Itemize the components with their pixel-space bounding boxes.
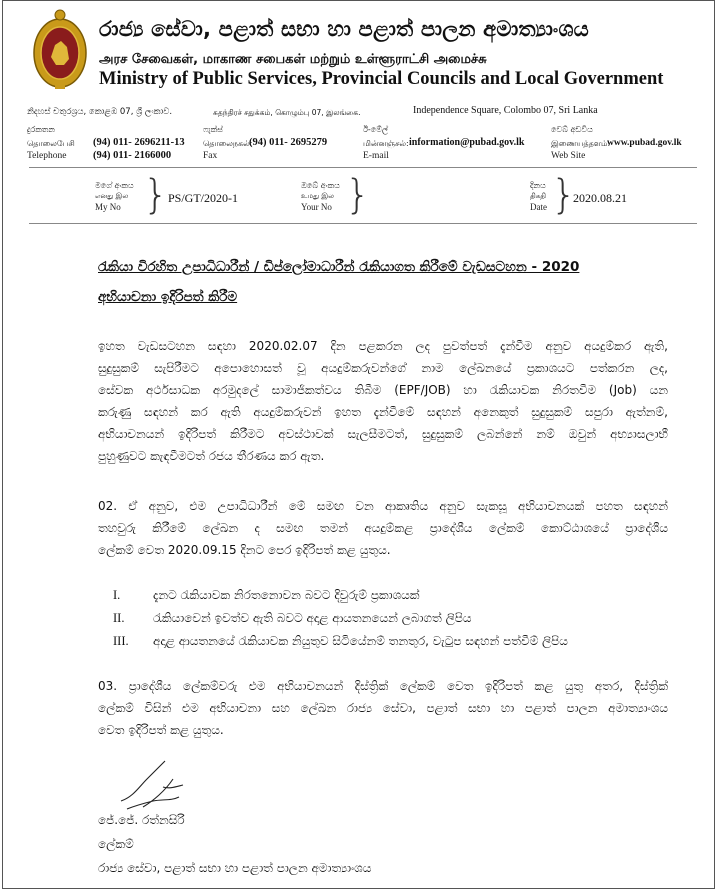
paragraph-2 bbox=[98, 495, 668, 561]
signatory-ministry: රාජ්‍ය සේවා, පළාත් සභා හා පළාත් පාලන අමාත්‍යාංශය bbox=[98, 861, 372, 875]
address-sinhala: නිදහස් චතුරශ්‍රය, කොළඹ 07, ශ්‍රී ලංකාව. bbox=[27, 107, 173, 117]
subject-line-2: අභියාචනා ඉදිරිපත් කිරීම bbox=[98, 289, 238, 305]
paragraph-1-line: සේවක අර්ථසාධක අරමුදලේ සාමාජිකත්වය තිබීම (EPF/JOB) හා රැකියාවක නිරතවීම (Job) යන bbox=[98, 383, 668, 397]
paragraph-1-line: පුහුණුවට කැඳවීමටත් රජය තීරණය කර ඇත. bbox=[98, 449, 325, 463]
paragraph-1-line: කරුණු සඳහන් කර ඇති අයදුම්කරුවන් ඉහත දැන්වීමේ සඳහන් අනෙකුත් සුදුසුකම් සපුරා ඇත්නම්, bbox=[98, 405, 668, 419]
ministry-title-tamil: அரச சேவைகள், மாகாண சபைகள் மற்றும் உள்ளூராட்சி அமைச்சு bbox=[99, 52, 487, 67]
paragraph-3-line: වෙත ඉදිරිපත් කළ යුතුය. bbox=[98, 723, 224, 737]
fax-label-tamil: தொலைநகல்: bbox=[203, 139, 253, 148]
email-label-sinhala: ඊ-මේල් bbox=[363, 125, 389, 134]
web-label-tamil: இணையத்தளம்: bbox=[551, 139, 611, 148]
paragraph-2-line: ලේකම් වෙත 2020.09.15 දිනට පෙර ඉදිරිපත් කළ යුතුය. bbox=[98, 543, 391, 557]
subject-line-1: රැකියා විරහිත උපාධිධාරීන් / ඩිප්ලෝමාධාරීන් රැකියාගත කිරීමේ වැඩසටහන - 2020 bbox=[98, 259, 580, 275]
my-no-label-sinhala: මගේ අංකය bbox=[95, 181, 134, 190]
date-label-tamil: திகதி bbox=[530, 192, 546, 200]
phone-label-tamil: தொலைபேசி bbox=[27, 139, 75, 148]
signature-scribble bbox=[113, 757, 203, 815]
email-address[interactable]: information@pubad.gov.lk bbox=[409, 137, 525, 148]
web-label-english: Web Site bbox=[551, 151, 586, 161]
letter-page bbox=[2, 0, 715, 889]
date-value: 2020.08.21 bbox=[573, 191, 627, 205]
your-no-brace: } bbox=[345, 172, 371, 218]
paragraph-1-line: අභියාචනයන් ඉදිරිපත් කිරීමට අවස්ථාවක් සැලසීමටත්, සුදුසුකම් ලබන්නේ නම් ඔවුන් අභ්‍යාසලාභී bbox=[98, 427, 668, 441]
phone-label-english: Telephone bbox=[27, 151, 67, 161]
signatory-name: ජේ.ජේ. රත්නසිරි bbox=[98, 813, 185, 827]
your-no-label-english: Your No bbox=[301, 202, 332, 212]
fax-label-sinhala: ෆැක්ස් bbox=[203, 125, 223, 134]
paragraph-3-line: ලේකම් විසින් එම අභියාචනා සහ ලේඛන රාජ්‍ය සේවා, පළාත් සභා හා පළාත් පාලන අමාත්‍යාංශය bbox=[98, 701, 668, 715]
my-no-label-english: My No bbox=[95, 202, 121, 212]
my-no-brace: } bbox=[143, 172, 169, 218]
reference-divider bbox=[29, 223, 697, 224]
paragraph-3 bbox=[98, 675, 668, 741]
list-item: අදාළ ආයතනයේ රැකියාවක නියුතුව සිටියේනම් තනතුර, වැටුප සඳහන් පත්වීම් ලිපිය bbox=[153, 634, 568, 648]
email-label-tamil: மின்னஞ்சல்: bbox=[363, 139, 409, 148]
list-item: දැනට රැකියාවක නිරතනොවන බවට දිවුරුම් ප්‍රකාශයක් bbox=[153, 588, 420, 602]
address-tamil: சுதந்திரச் சதுக்கம், கொழும்பு 07, இலங்கை. bbox=[213, 108, 361, 117]
paragraph-1-line: ඉහත වැඩසටහන සඳහා 2020.02.07 දින පළකරන ලද පුවත්පත් දැන්වීම අනුව අයදුම්කර ඇති, bbox=[98, 339, 668, 353]
phone-label-sinhala: දුරකතන bbox=[27, 125, 55, 134]
paragraph-2-line: තහවුරු කිරීමේ ලේඛන ද සමඟ තමන් අයදුම්කළ ප්‍රාදේශීය ලේකම් කොට්ඨාශයේ ප්‍රාදේශීය bbox=[98, 521, 668, 535]
paragraph-1 bbox=[98, 335, 668, 467]
date-label-sinhala: දිනය bbox=[530, 181, 546, 190]
paragraph-1-line: සුදුසුකම් සැපිරීමට අපොහොසත් වූ අයදුම්කරුවන්ගේ නාම ලේඛනයේ ප්‍රකාශයට පත්කරන ලද, bbox=[98, 361, 668, 375]
paragraph-3-line: 03. ප්‍රාදේශීය ලේකම්වරු එම අභියාචනයන් දිස්ත්‍රික් ලේකම් වෙත ඉදිරිපත් කළ යුතු අතර, දිස්ත්‍රික් bbox=[98, 679, 668, 693]
your-no-label-tamil: உமது இல bbox=[301, 192, 334, 200]
fax-label-english: Fax bbox=[203, 151, 218, 161]
my-no-value: PS/GT/2020-1 bbox=[168, 191, 239, 205]
sri-lanka-emblem-icon bbox=[31, 7, 89, 91]
ministry-title-english: Ministry of Public Services, Provincial Councils and Local Government bbox=[99, 69, 664, 89]
fax-number: (94) 011- 2695279 bbox=[249, 137, 328, 148]
list-item-number: I. bbox=[113, 588, 121, 602]
list-item: රැකියාවෙන් ඉවත්ව ඇති බවට අදාළ ආයතනයෙන් ලබාගත් ලිපිය bbox=[153, 611, 472, 625]
email-label-english: E-mail bbox=[363, 151, 389, 161]
header-divider bbox=[29, 167, 697, 168]
ministry-title-sinhala: රාජ්‍ය සේවා, පළාත් සභා හා පළාත් පාලන අමාත්‍යාංශය bbox=[99, 17, 589, 41]
phone-number-2: (94) 011- 2166000 bbox=[93, 150, 172, 161]
signatory-title: ලේකම් bbox=[98, 837, 134, 851]
list-item-number: III. bbox=[113, 634, 129, 648]
web-label-sinhala: වෙබ් අඩවිය bbox=[551, 125, 593, 134]
website-address[interactable]: www.pubad.gov.lk bbox=[607, 138, 682, 148]
address-english: Independence Square, Colombo 07, Sri Lanka bbox=[413, 105, 598, 116]
date-label-english: Date bbox=[530, 202, 547, 212]
my-no-label-tamil: எனது இல bbox=[95, 192, 129, 200]
date-brace: } bbox=[551, 172, 577, 218]
list-item-number: II. bbox=[113, 611, 125, 625]
paragraph-2-line: 02. ඒ අනුව, එම උපාධිධාරීන් මේ සමඟ වන ආකෘතිය අනුව සැකසූ අභියාචනයක් පහත සඳහන් bbox=[98, 499, 668, 513]
phone-number-1: (94) 011- 2696211-13 bbox=[93, 137, 185, 148]
your-no-label-sinhala: ඔබේ අංකය bbox=[301, 181, 340, 190]
